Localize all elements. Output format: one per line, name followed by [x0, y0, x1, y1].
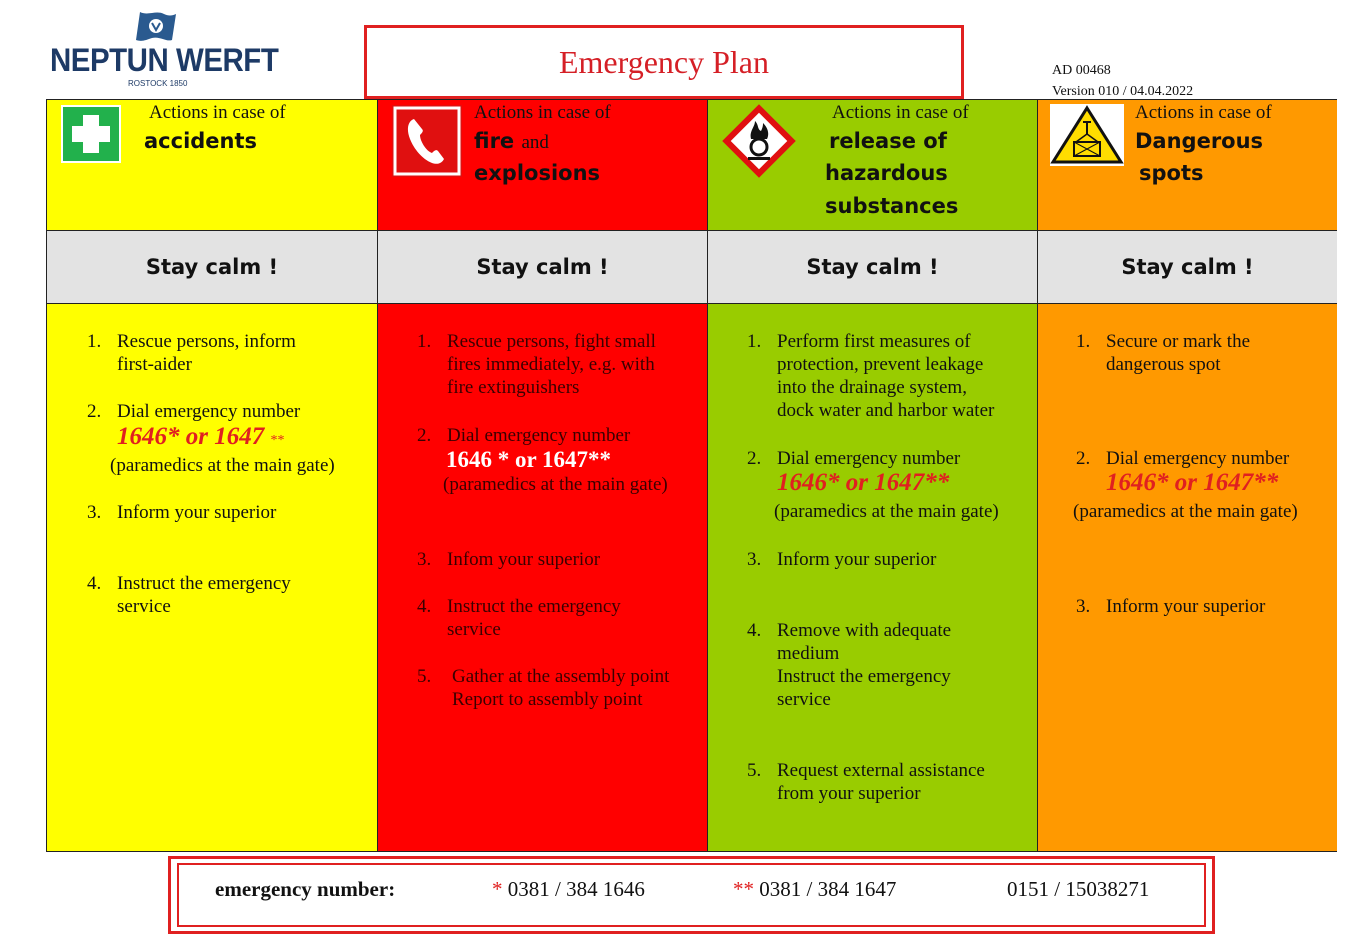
footer-number-2: ** 0381 / 384 1647 — [733, 877, 897, 901]
column-instructions: 1. Rescue persons, inform first-aider 2. Dial emergency number 1646* or 1647 ** (paramedics at the main gate) 3. Inform your superior 4. Instruct the emergency service — [87, 331, 335, 617]
footer-label: emergency number: — [215, 877, 396, 901]
logo-subtitle: ROSTOCK 1850 — [128, 79, 188, 88]
company-logo — [48, 8, 279, 92]
column-header — [1038, 100, 1337, 230]
paramedics-note: (paramedics at the main gate) — [774, 501, 999, 522]
suspended-load-warning-icon — [1050, 104, 1124, 171]
logo-brand: NEPTUN WERFT — [50, 42, 279, 78]
flag-icon — [134, 10, 178, 44]
header-title-line2: spots — [1139, 161, 1204, 185]
page-title: Emergency Plan — [558, 43, 769, 80]
column-header — [708, 100, 1037, 230]
paramedics-note: (paramedics at the main gate) — [443, 474, 668, 495]
emergency-number-highlight: 1646 * or 1647** — [446, 447, 612, 472]
oxidizing-hazard-icon — [721, 103, 797, 184]
stay-calm-banner: Stay calm ! — [708, 230, 1037, 304]
header-title-line2: explosions — [474, 161, 601, 185]
header-intro: Actions in case of — [832, 102, 969, 123]
column-dangerous-spots — [1038, 100, 1337, 851]
header-title: accidents — [144, 129, 258, 153]
header-intro: Actions in case of — [1135, 102, 1272, 123]
column-instructions: 1. Perform first measures of protection, prevent leakage into the drainage system, dock water and harbor water 2. Dial emergency number 1646* or 1647** (paramedics at the main gate) 3. Inform your superior 4. Remove with adequate medium Instruct the emergency service 5. Request external assistance from your superior — [747, 331, 999, 804]
emergency-plan-table — [46, 99, 1337, 852]
emergency-number-highlight: 1646* or 1647** — [1106, 469, 1279, 496]
header-title-line3: substances — [825, 194, 959, 218]
column-header — [378, 100, 707, 230]
header-title-line2: hazardous — [825, 161, 948, 185]
document-id: AD 00468 — [1052, 63, 1111, 78]
fire-phone-icon — [392, 105, 462, 182]
emergency-number-highlight: 1646* or 1647 ** — [117, 423, 285, 450]
paramedics-note: (paramedics at the main gate) — [110, 455, 335, 476]
header-title: release of — [829, 129, 947, 153]
title-box — [364, 25, 964, 99]
paramedics-note: (paramedics at the main gate) — [1073, 501, 1298, 522]
emergency-number-footer — [168, 856, 1215, 934]
stay-calm-banner: Stay calm ! — [378, 230, 707, 304]
header-intro: Actions in case of — [149, 102, 286, 123]
column-instructions: 1. Rescue persons, fight small fires immediately, e.g. with fire extinguishers 2. Dial emergency number 1646 * or 1647** (paramedics at the main gate) 3. Infom your superior 4. Instruct the emergency service 5. Gather at the assembly point Report to assembly point — [417, 331, 670, 710]
header-title: fire and — [474, 129, 549, 153]
footer-number-3: 0151 / 15038271 — [1007, 877, 1150, 901]
column-hazardous-substances — [708, 100, 1038, 851]
column-instructions: 1. Secure or mark the dangerous spot 2. Dial emergency number 1646* or 1647** (paramedics at the main gate) 3. Inform your superior — [1073, 331, 1298, 617]
stay-calm-banner: Stay calm ! — [1038, 230, 1337, 304]
footer-inner-frame — [177, 863, 1206, 927]
column-fire-explosions — [378, 100, 708, 851]
header-intro: Actions in case of — [474, 102, 611, 123]
column-accidents — [47, 100, 378, 851]
footer-number-1: * 0381 / 384 1646 — [492, 877, 645, 901]
emergency-number-highlight: 1646* or 1647** — [777, 469, 950, 496]
first-aid-cross-icon — [61, 105, 121, 168]
document-version: Version 010 / 04.04.2022 — [1052, 84, 1194, 99]
document-reference — [1052, 60, 1193, 102]
header-title: Dangerous — [1135, 129, 1264, 153]
stay-calm-banner: Stay calm ! — [47, 230, 377, 304]
column-header — [47, 100, 377, 230]
